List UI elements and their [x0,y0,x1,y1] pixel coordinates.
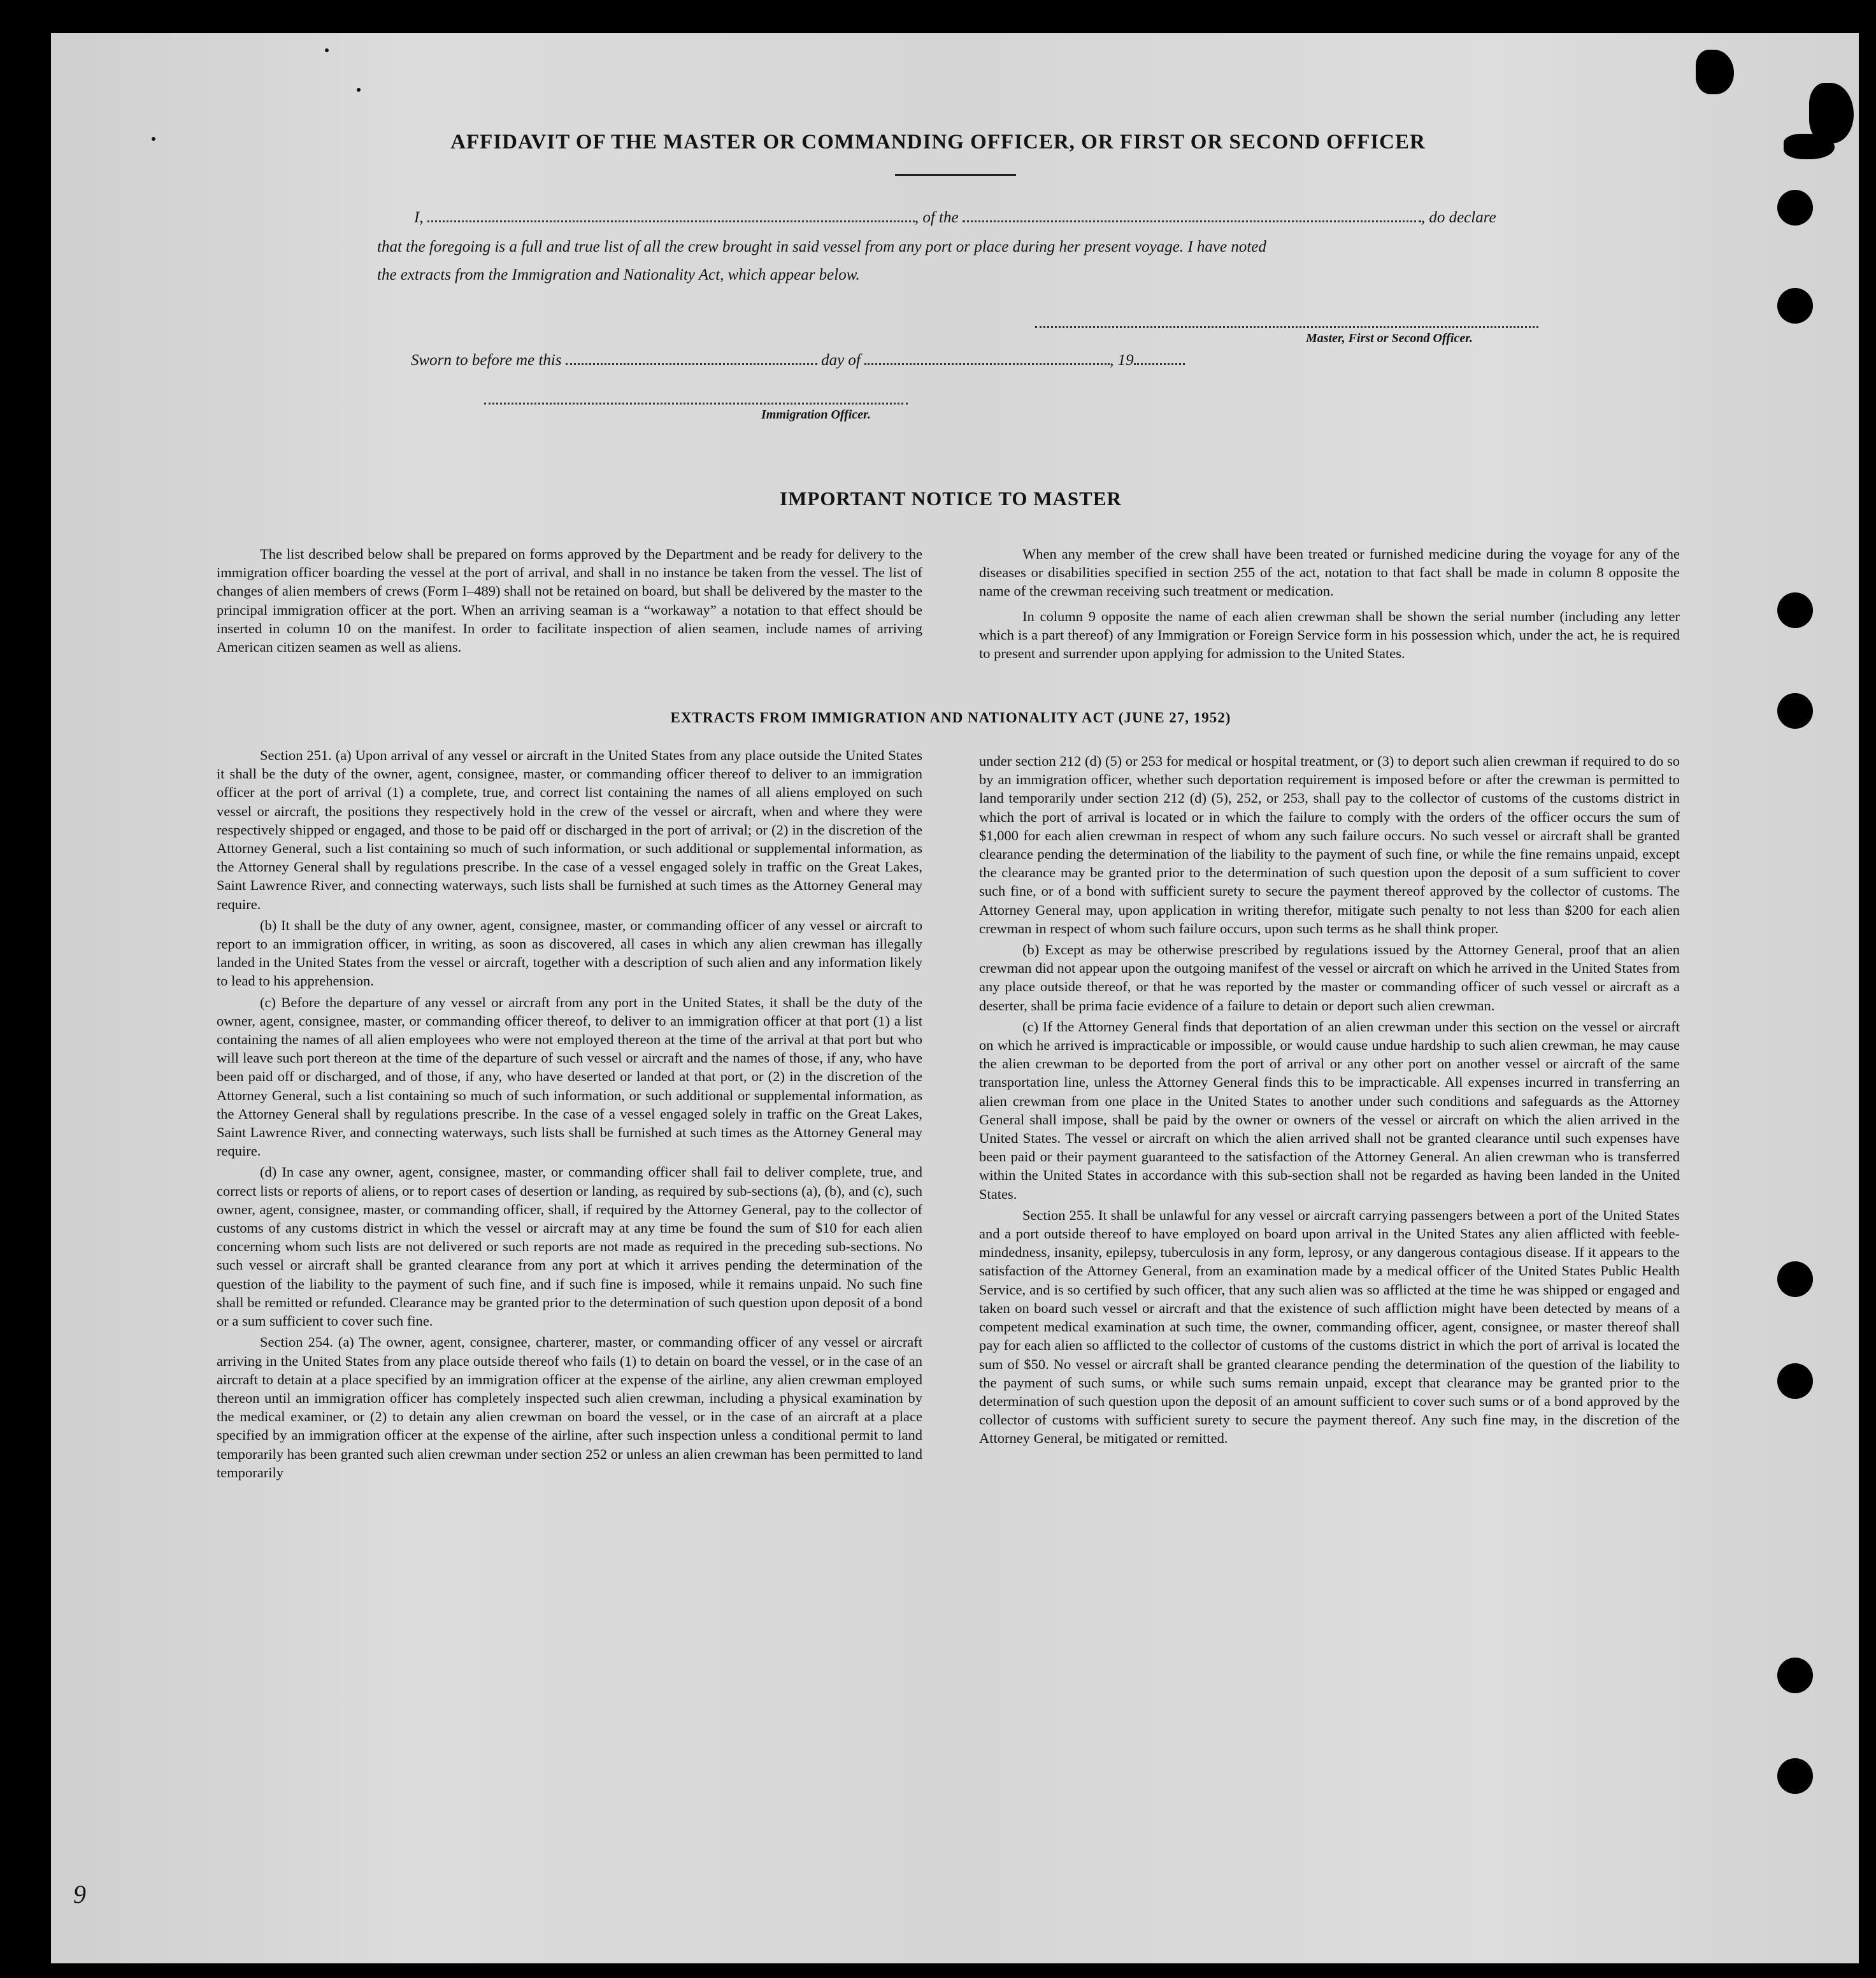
day-of-label: day of [821,352,861,369]
section-251b: (b) It shall be the duty of any owner, agent, consignee, master, or commanding officer of any vessel or aircraft to report to an immigration officer, in writing, as soon as discovered, all cases in which any alien crewman has illegally landed in the United States from the vessel or aircraft, together with a description of such alien and any information likely to lead to his apprehension. [217,917,922,989]
binder-hole [1777,190,1813,226]
declaration-text-line3: the extracts from the Immigration and Nationality Act, which appear below. [377,266,860,283]
extracts-title: EXTRACTS FROM IMMIGRATION AND NATIONALITY ACT (JUNE 27, 1952) [670,710,1231,726]
sworn-label: Sworn to before me this [411,352,562,369]
sworn-year-field[interactable] [1134,362,1185,365]
binder-hole [1777,1363,1813,1399]
section-255: Section 255. It shall be unlawful for any vessel or aircraft carrying passengers between a port of the United States and a port outside thereof to have employed on board upon arrival in the United States any alien afflicted with feeble-mindedness, insanity, epilepsy, tuberculosis in any form, leprosy, or any dangerous contagious disease. If it appears to the satisfaction of the Attorney General, from an examination made by a medical officer of the United States Public Health Service, and is so certified by such officer, that any such alien was so afflicted at the time he was shipped or engaged and taken on board such vessel or aircraft and that the existence of such affliction might have been detected by means of a competent medical examination at such time, the owner, commanding officer, agent, consignee, or master thereof shall pay for each alien so afflicted to the collector of customs of the customs district in which the port of arrival is located the sum of $50. No vessel or aircraft shall be granted clearance pending the determination of the question of the liability to the payment of such sums, or while such sums remain unpaid, except that clearance may be granted prior to the determination of such question upon the deposit of an amount sufficient to cover such sums or of a bond approved by the collector of customs with sufficient surety to secure the payment thereof. Any such fine may, in the discretion of the Attorney General, be mitigated or remitted. [979,1207,1680,1447]
section-254a-continued: under section 212 (d) (5) or 253 for medical or hospital treatment, or (3) to deport such alien crewman if required to do so by an immigration officer, whether such deportation requirement is imposed before or after the crewman is permitted to land temporarily under section 212 (d) (5), 252, or 253, shall pay to the collector of customs of the customs district in which the port of arrival is located or in which the failure to comply with the orders of the officer occurs the sum of $1,000 for each alien crewman in respect of whom any such failure occurs. No such vessel or aircraft shall be granted clearance pending the determination of the liability to the payment of such fine, or while the fine remains unpaid, except the clearance may be granted prior to the determination of such question upon the deposit of a sum sufficient to cover such fine, or of a bond with sufficient surety to secure the payment thereof approved by the collector of customs. The Attorney General may, upon application in writing therefor, mitigate such penalty to not less than $200 for each alien crewman in respect of whom such failure occurs, upon such terms as he shall think proper. [979,753,1680,936]
notice-right-paragraph-1: When any member of the crew shall have been treated or furnished medicine during the voyage for any of the diseases or disabilities specified in section 255 of the act, notation to that fact shall be made in column 8 opposite the name of the crewman receiving such treatment or medication. [979,546,1680,599]
speck [325,48,329,52]
affidavit-title: AFFIDAVIT OF THE MASTER OR COMMANDING OFFICER, OR FIRST OR SECOND OFFICER [450,131,1426,154]
section-254b: (b) Except as may be otherwise prescribed by regulations issued by the Attorney General, proof that an alien crewman did not appear upon the outgoing manifest of the vessel or aircraft on which he arrived in the United States from any place outside thereof, or that he was reported by the master or commanding officer of such vessel or aircraft as a deserter, shall be prima facie evidence of a failure to detain or deport such alien crewman. [979,942,1680,1014]
binder-hole [1777,592,1813,628]
page-number: 9 [73,1880,86,1909]
i-label: I, [414,209,424,226]
binder-hole [1777,288,1813,324]
immigration-officer-caption: Immigration Officer. [761,408,871,422]
immigration-officer-signature-line[interactable] [484,403,908,405]
master-caption: Master, First or Second Officer. [1306,331,1473,345]
declaration-line [414,209,1542,227]
notice-left-paragraph: The list described below shall be prepared on forms approved by the Department and be ready for delivery to the immigration officer boarding the vessel at the port of arrival, and shall in no instance be taken from the vessel. The list of changes of alien members of crews (Form I–489) shall not be retained on board, but shall be delivered by the master to the principal immigration officer at the port. When an arriving seaman is a “workaway” a notation to that effect should be inserted in column 10 on the manifest. In order to facilitate inspection of alien seamen, include names of arriving American citizen seamen as well as aliens. [217,546,922,656]
notice-title: IMPORTANT NOTICE TO MASTER [780,487,1122,510]
vessel-field[interactable] [963,220,1421,222]
section-251c: (c) Before the departure of any vessel or aircraft from any port in the United States, it shall be the duty of the owner, agent, consignee, master, or commanding officer thereof, to deliver to an immigration officer at that port (1) a list containing the names of all alien employees who were not employed thereon at the time of the arrival at that port but who will leave such port thereon at the time of the departure of such vessel or aircraft and the names of those, if any, who have been paid off or discharged, and of those, if any, who have deserted or landed at that port, or (2) in the discretion of the Attorney General, such a list containing so much of such information, or such additional or supplemental information, as the Attorney General shall by regulations prescribe. In the case of a vessel engaged solely in traffic on the Great Lakes, Saint Lawrence River, and connecting waterways, such lists shall be furnished at such times as the Attorney General may require. [217,994,922,1159]
section-251a: Section 251. (a) Upon arrival of any vessel or aircraft in the United States from any place outside the United States it shall be the duty of the owner, agent, consignee, master, or commanding officer thereof to deliver to an immigration officer at the port of arrival (1) a complete, true, and correct list containing the names of all aliens employed on such vessel or aircraft, the positions they respectively hold in the crew of the vessel or aircraft, when and where they were respectively shipped or engaged, and those to be paid off or discharged in the port of arrival; or (2) in the discretion of the Attorney General, such a list containing so much of such information, or such additional or supplemental information, as the Attorney General shall by regulations prescribe. In the case of a vessel engaged solely in traffic on the Great Lakes, Saint Lawrence River, and connecting waterways, such lists shall be furnished at such times as the Attorney General may require. [217,747,922,912]
section-254c: (c) If the Attorney General finds that deportation of an alien crewman under this section on the vessel or aircraft on which he arrived is impracticable or impossible, or would cause undue hardship to such alien crewman, he may cause the alien crewman to be deported from the port of arrival or any other port on another vessel or aircraft of the same transportation line, unless the Attorney General finds this to be impracticable. All expenses incurred in transferring an alien crewman from one place in the United States to another under such conditions and safeguards as the Attorney General shall impose, shall be paid by the owner or owners of the vessel or aircraft on which the alien arrived in the United States. The vessel or aircraft on which the alien arrived shall not be granted clearance until such expenses have been paid or their payment guaranteed to the satisfaction of the Attorney General. An alien crewman who is transferred within the United States in accordance with this sub-section shall not be regarded as having been landed in the United States. [979,1018,1680,1202]
title-underline [895,174,1016,176]
do-declare-label: , do declare [1421,209,1496,226]
torn-corner-mark [1696,50,1734,94]
sworn-line [411,352,1366,369]
binder-hole [1777,1261,1813,1297]
binder-hole [1777,1758,1813,1794]
year-label: , 19 [1110,352,1134,369]
extracts-right-column [979,752,1680,1451]
sworn-month-field[interactable] [864,362,1110,365]
sworn-day-field[interactable] [566,362,817,365]
section-254a: Section 254. (a) The owner, agent, consignee, charterer, master, or commanding officer of any vessel or aircraft arriving in the United States from any place outside thereof who fails (1) to detain on board the vessel, or in the case of an aircraft to detain at a place specified by an immigration officer at the expense of the airline, any alien crewman employed thereon until an immigration officer has completely inspected such alien crewman, including a physical examination by the medical examiner, or (2) to detain any alien crewman on board the vessel, or in the case of an aircraft at a place specified by an immigration officer at the expense of the airline, after such inspection unless a conditional permit to land temporarily has been granted such alien crewman under section 252 or unless an alien crewman has been permitted to land temporarily [217,1334,922,1480]
speck [357,88,361,92]
of-the-label: , of the [914,209,959,226]
binder-hole [1777,1658,1813,1693]
name-field[interactable] [427,220,915,222]
extracts-left-column [217,746,922,1484]
notice-right-column [979,545,1680,665]
notice-left-column [217,545,922,659]
master-signature-line[interactable] [1035,326,1538,328]
declaration-text-line2: that the foregoing is a full and true list of all the crew brought in said vessel from any port or place during her present voyage. I have noted [377,238,1266,255]
section-251d: (d) In case any owner, agent, consignee, master, or commanding officer shall fail to deliver complete, true, and correct lists or reports of aliens, or to report cases of desertion or landing, as required by sub-sections (a), (b), and (c), such owner, agent, consignee, master, or commanding officer, shall, if required by the Attorney General, pay to the collector of customs of any customs district in which the vessel or aircraft may at any time be found the sum of $10 for each alien concerning whom such lists are not delivered or such reports are not made as required in the preceding sub-sections. No such vessel or aircraft shall be granted clearance from any port at which it arrives pending the determination of the question of the liability to the payment of such fine, and if such fine is imposed, while it remains unpaid. No such fine shall be remitted or refunded. Clearance may be granted prior to the determination of such question upon deposit of a bond or a sum sufficient to cover such fine. [217,1164,922,1329]
notice-right-paragraph-2: In column 9 opposite the name of each alien crewman shall be shown the serial number (including any letter which is a part thereof) of any Immigration or Foreign Service form in his possession which, under the act, he is required to present and surrender upon applying for admission to the United States. [979,608,1680,662]
